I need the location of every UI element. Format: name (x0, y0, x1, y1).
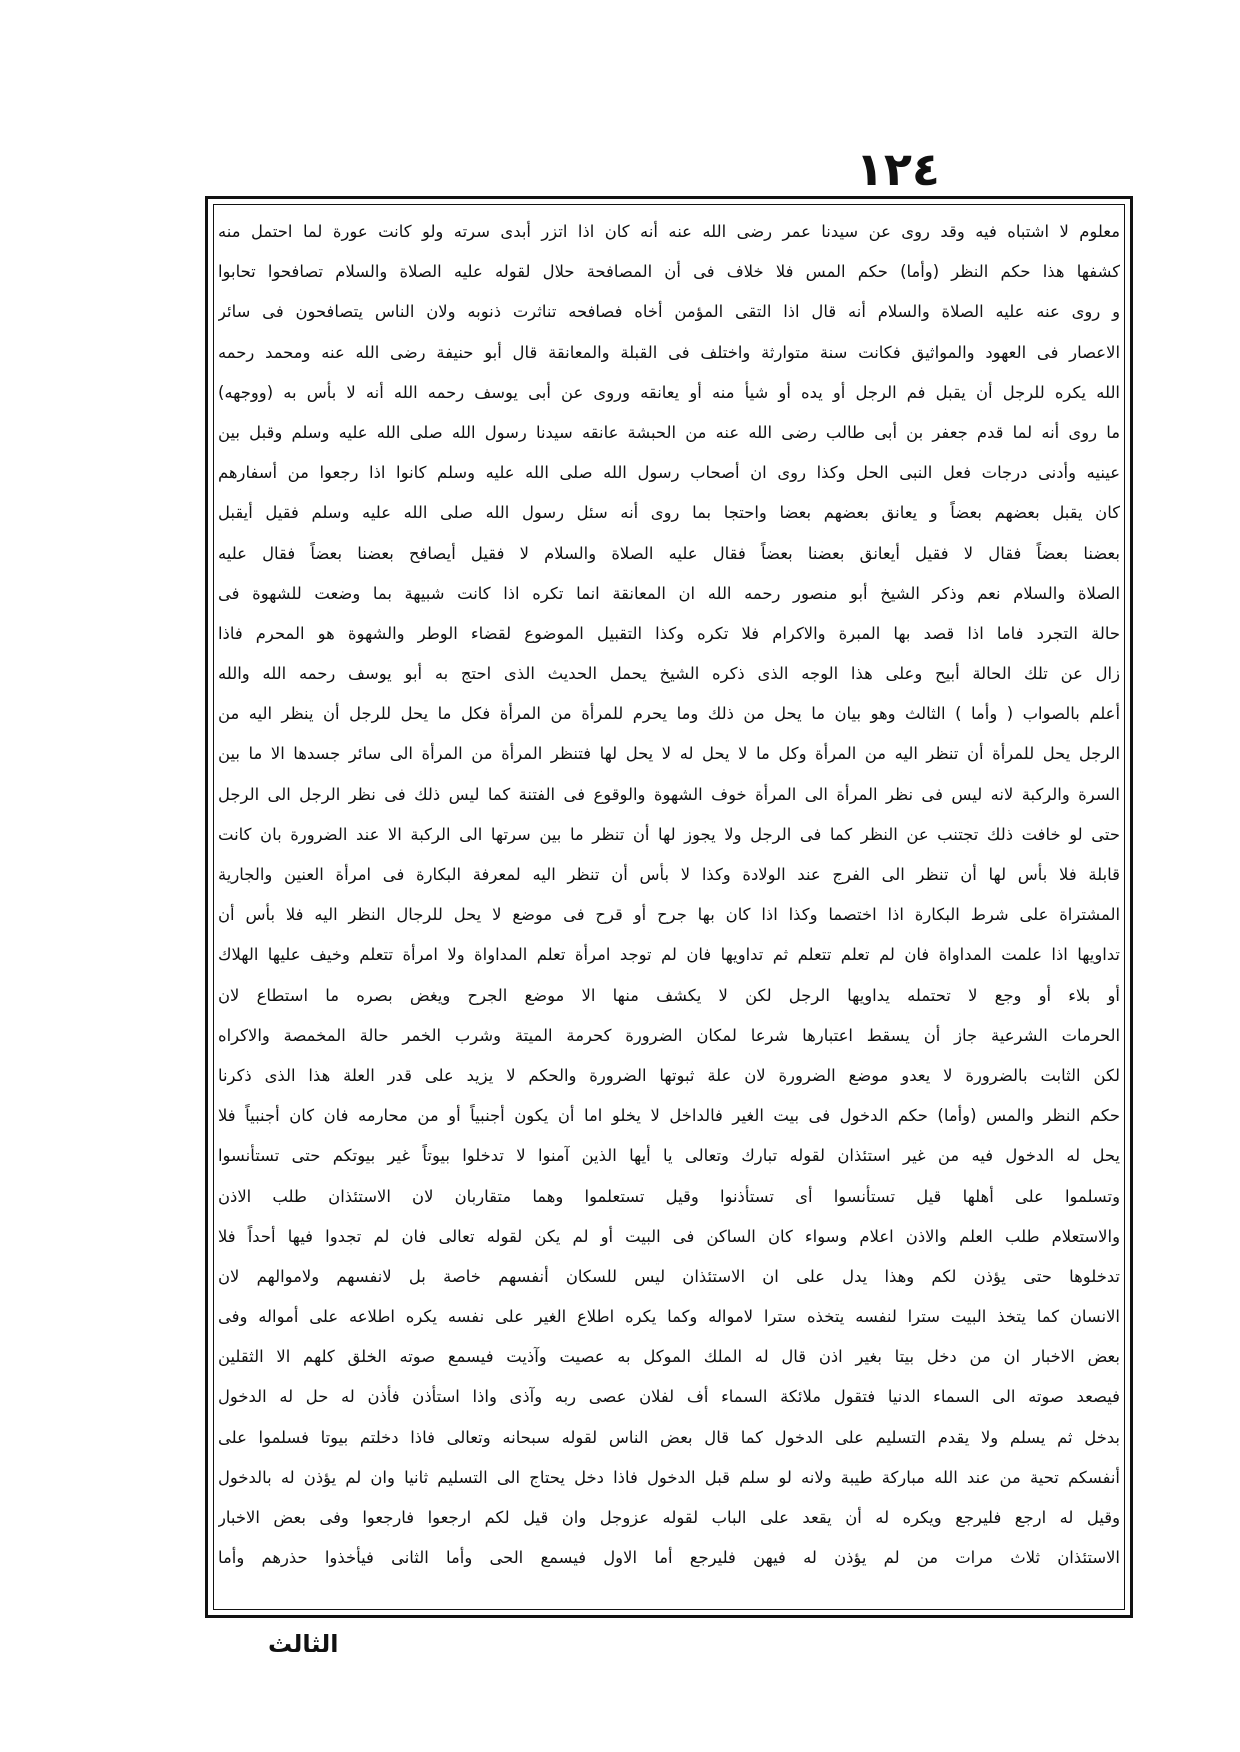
text-line: والاستعلام طلب العلم والاذن اعلام وسواء كان الساكن فى البيت أو لم يكن لقوله تعالى فان لم تجدوا فيها أحداً فلا (218, 1226, 1120, 1246)
text-line: الصلاة والسلام نعم وذكر الشيخ أبو منصور رحمه الله ان المعانقة انما تكره اذا كانت شبيهة بما وضعت للشهوة فى (218, 583, 1120, 603)
text-line: تدخلوها حتى يؤذن لكم وهذا يدل على ان الاستئذان ليس للسكان أنفسهم خاصة بل لانفسهم ولاموالهم لان (218, 1266, 1120, 1286)
text-line: الله يكره للرجل أن يقبل فم الرجل أو يده أو شيأ منه أو يعانقه وروى عن أبى يوسف رحمه الله أنه لا بأس به (ووجهه) (218, 382, 1120, 402)
text-line: و روى عنه عليه الصلاة والسلام أنه قال اذا التقى المؤمن أخاه فصافحه تناثرت ذنوبه ولان الناس يتصافحون فى سائر (218, 302, 1120, 322)
text-line: فيصعد صوته الى السماء الدنيا فتقول ملائكة السماء أف لفلان عصى ربه وآذى واذا استأذن فأذن له حل له الدخول (218, 1387, 1120, 1407)
text-line: الاستئذان ثلاث مرات من لم يؤذن له فيهن فليرجع أما الاول فيسمع الحى وأما الثانى فيأخذوا حذرهم وأما (218, 1548, 1120, 1568)
text-line: بعض الاخبار ان من دخل بيتا بغير اذن قال له الملك الموكل به عصيت وآذيت فيسمع صوته الخلق كلهم الا الثقلين (218, 1347, 1120, 1367)
text-line: تداويها اذا علمت المداواة فان لم تعلم تتعلم ثم تداويها فان لم توجد امرأة تعلم المداواة ولا امرأة تتعلم وخيف عليها الهلاك (218, 945, 1120, 965)
text-line: بعضنا بعضاً فقال لا فقيل أيعانق بعضنا بعضاً فقال عليه الصلاة والسلام لا فقيل أيصافح بعضنا بعضاً فقال عليه (218, 543, 1120, 563)
text-line: المشتراة على شرط البكارة اذا اختصما وكذا اذا كان بها جرح أو قرح فى موضع لا يحل للرجال النظر اليه فلا بأس أن (218, 905, 1120, 925)
text-line: حكم النظر والمس (وأما) حكم الدخول فى بيت الغير فالداخل لا يخلو اما أن يكون أجنبياً أو من محارمه فان كان أجنبياً فلا (218, 1106, 1120, 1126)
text-line: كان يقبل بعضهم بعضاً و يعانق بعضهم بعضا واحتجا بما روى أنه سئل رسول الله صلى الله عليه وسلم فقيل أيقبل (218, 503, 1120, 523)
text-line: ما روى أنه لما قدم جعفر بن أبى طالب رضى الله عنه من الحبشة عانقه سيدنا رسول الله صلى الله عليه وسلم وقبل بين (218, 422, 1120, 442)
text-line: بدخل ثم يسلم ولا يقدم التسليم على الدخول كما قال بعض الناس لقوله سبحانه وتعالى فاذا دخلتم بيوتا فسلموا على (218, 1427, 1120, 1447)
text-line: لكن الثابت بالضرورة لا يعدو موضع الضرورة لان علة ثبوتها الضرورة والحكم لا يزيد على قدر العلة هذا الذى ذكرنا (218, 1065, 1120, 1085)
text-line: أنفسكم تحية من عند الله مباركة طيبة ولانه لو سلم قبل الدخول فاذا دخل يحتاج الى التسليم ثانيا وان لم يؤذن له بالدخول (218, 1467, 1120, 1487)
text-line: معلوم لا اشتباه فيه وقد روى عن سيدنا عمر رضى الله عنه أنه كان اذا اتزر أبدى سرته ولو كانت عورة لما احتمل منه (218, 222, 1120, 241)
text-line: الرجل يحل للمرأة أن تنظر اليه من المرأة وكل ما لا يحل له لا يحل لها فتنظر المرأة من المرأة الى سائر جسدها الا ما بين (218, 744, 1120, 764)
text-line: أو بلاء أو وجع لا تحتمله يداويها الرجل لكن لا يكشف منها الا موضع الجرح ويغض بصره ما استطاع لان (218, 985, 1120, 1005)
text-line: كشفها هذا حكم النظر (وأما) حكم المس فلا خلاف فى أن المصافحة حلال لقوله عليه الصلاة والسلام تصافحوا تحابوا (218, 262, 1120, 282)
text-line: قابلة فلا بأس لها أن تنظر الى الفرج عند الولادة وكذا لا بأس أن تنظر اليه لمعرفة البكارة فى امرأة العنين والجارية (218, 865, 1120, 884)
text-line: حتى لو خافت ذلك تجتنب عن النظر كما فى الرجل ولا يجوز لها أن تنظر ما بين سرتها الى الركبة الا عند الضرورة بان كانت (218, 824, 1120, 844)
main-text-block (218, 212, 1120, 1608)
catchword: الثالث (268, 1630, 339, 1658)
text-line: السرة والركبة لانه ليس فى نظر المرأة الى المرأة خوف الشهوة والوقوع فى الفتنة كما ليس ذلك فى نظر الرجل الى الرجل (218, 784, 1120, 804)
text-line: عينيه وأدنى درجات فعل النبى الحل وكذا روى ان أصحاب رسول الله صلى الله عليه وسلم كانوا اذا رجعوا من أسفارهم (218, 463, 1120, 483)
text-line: حالة التجرد فاما اذا قصد بها المبرة والاكرام فلا تكره وكذا التقبيل الموضوع لقضاء الوطر والشهوة هو المحرم فاذا (218, 623, 1120, 643)
text-line: وقيل له ارجع فليرجع ويكره له أن يقعد على الباب لقوله عزوجل وان قيل لكم ارجعوا فارجعوا وفى بعض الاخبار (218, 1508, 1120, 1527)
text-line: أعلم بالصواب ( وأما ) الثالث وهو بيان ما يحل من ذلك وما يحرم للمرأة من المرأة فكل ما يحل للرجل أن ينظر اليه من (218, 704, 1120, 724)
page-number: ١٢٤ (855, 142, 940, 196)
text-line: الحرمات الشرعية جاز أن يسقط اعتبارها شرعا لمكان الضرورة كحرمة الميتة وشرب الخمر حالة المخمصة والاكراه (218, 1025, 1120, 1045)
text-line: وتسلموا على أهلها قيل تستأنسوا أى تستأذنوا وقيل تستعلموا وهما متقاربان لان الاستئذان طلب الاذن (218, 1186, 1120, 1206)
text-line: الاعصار فى العهود والمواثيق فكانت سنة متوارثة واختلف فى القبلة والمعانقة قال أبو حنيفة رضى الله عنه ومحمد رحمه (218, 342, 1120, 362)
text-line: زال عن تلك الحالة أبيح وعلى هذا الوجه الذى ذكره الشيخ يحمل الحديث الذى احتج به أبو يوسف رحمه الله والله (218, 664, 1120, 684)
text-line: يحل له الدخول فيه من غير استئذان لقوله تبارك وتعالى يا أيها الذين آمنوا لا تدخلوا بيوتاً غير بيوتكم حتى تستأنسوا (218, 1146, 1120, 1166)
text-line: الانسان كما يتخذ البيت سترا لنفسه يتخذه سترا لامواله وكما يكره اطلاع الغير على نفسه يكره اطلاعه على أمواله وفى (218, 1307, 1120, 1327)
